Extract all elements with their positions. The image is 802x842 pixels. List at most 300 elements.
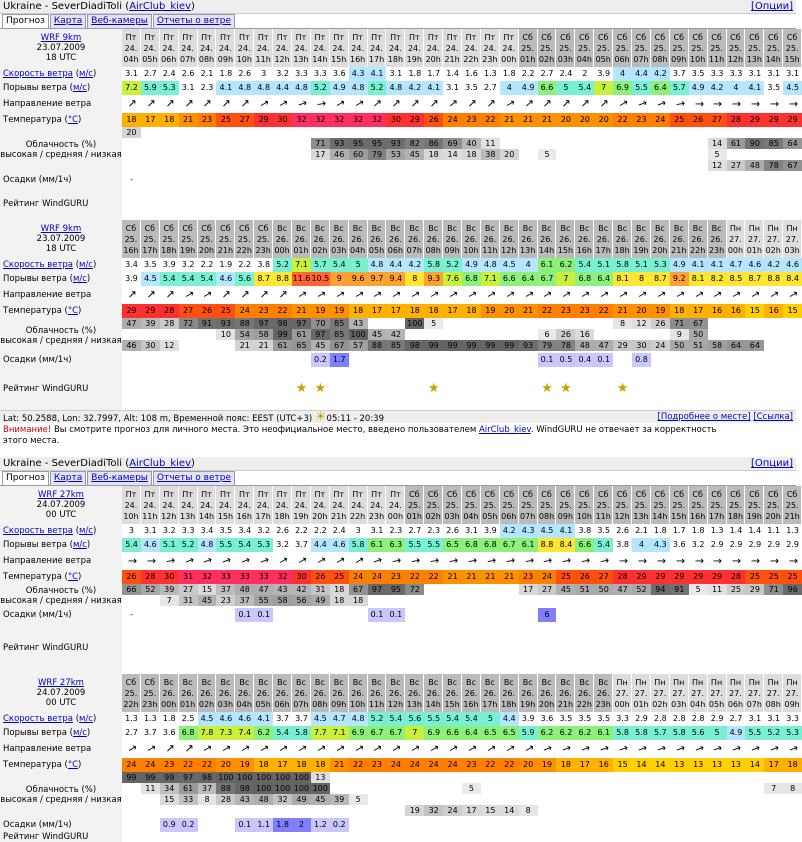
direction-cell bbox=[424, 286, 443, 304]
wind-arrow-icon: ↑ bbox=[293, 741, 310, 756]
cloud-cell bbox=[708, 772, 727, 783]
gust-cell: 5.5 bbox=[216, 538, 235, 552]
temp-cell: 30 bbox=[160, 570, 179, 584]
speed-cell: 3.1 bbox=[386, 67, 405, 81]
precip-cell bbox=[198, 173, 217, 187]
unit-link[interactable]: м/с bbox=[72, 540, 87, 550]
wind-arrow-icon: ↑ bbox=[445, 741, 461, 756]
unit-link[interactable]: °C bbox=[67, 306, 79, 316]
cloud-cell: 7 bbox=[764, 783, 783, 794]
time-cell bbox=[462, 29, 481, 67]
precip-cell bbox=[424, 608, 443, 622]
cloud-cell bbox=[689, 794, 708, 805]
unit-link[interactable]: м/с bbox=[79, 69, 93, 79]
direction-cell bbox=[481, 740, 500, 758]
time-day: Пт bbox=[390, 32, 401, 42]
precip-cell bbox=[235, 353, 254, 367]
time-day: Пн bbox=[654, 677, 666, 687]
time-date: 26. bbox=[200, 688, 213, 698]
gust-cell: 6.7 bbox=[386, 726, 405, 740]
cloud-cell: 45 bbox=[198, 595, 217, 606]
user-link[interactable]: AirClub_kiev bbox=[129, 458, 192, 469]
precip-cell bbox=[481, 608, 500, 622]
direction-cell bbox=[405, 552, 424, 570]
cloud-cell bbox=[386, 794, 405, 805]
time-hour: 12h bbox=[161, 511, 177, 521]
cloud-cell: 9 bbox=[670, 329, 689, 340]
unit-link[interactable]: м/с bbox=[72, 83, 87, 93]
direction-cell bbox=[330, 95, 349, 113]
time-date: 25. bbox=[521, 500, 535, 510]
tab-reports[interactable]: Отчеты о ветре bbox=[153, 471, 235, 485]
gust-cell: 5.8 bbox=[292, 726, 311, 740]
label-precip: Осадки (мм/1ч) bbox=[3, 355, 72, 365]
time-date: 26. bbox=[219, 688, 232, 698]
cloud-cell bbox=[311, 805, 330, 816]
time-cell bbox=[424, 486, 443, 524]
time-cell bbox=[594, 29, 613, 67]
time-cell bbox=[556, 674, 575, 712]
warning-user-link[interactable]: AirClub_kiev bbox=[478, 425, 531, 435]
time-hour: 17h bbox=[255, 511, 271, 521]
unit-link[interactable]: м/с bbox=[79, 714, 93, 724]
cloud-cell bbox=[783, 805, 802, 816]
label-direction: Направление ветра bbox=[3, 99, 92, 109]
time-day: Сб bbox=[786, 489, 798, 499]
tab-map[interactable]: Карта bbox=[50, 471, 86, 485]
direction-cell bbox=[443, 286, 462, 304]
cloud-cell bbox=[764, 149, 783, 160]
precip-cell bbox=[708, 818, 727, 832]
time-date: 26. bbox=[540, 688, 553, 698]
cloud-cell: 99 bbox=[160, 772, 179, 783]
speed-cell: 5.3 bbox=[651, 258, 670, 272]
wind-arrow-icon: ↑ bbox=[577, 742, 593, 756]
cloud-cell bbox=[689, 149, 708, 160]
direction-cell bbox=[613, 286, 632, 304]
time-cell bbox=[443, 486, 462, 524]
time-cell bbox=[670, 29, 689, 67]
temp-cell: 24 bbox=[405, 758, 424, 772]
time-day: Вс bbox=[711, 223, 722, 233]
time-cell bbox=[443, 674, 462, 712]
time-cell bbox=[689, 220, 708, 258]
cloud-cell bbox=[689, 138, 708, 149]
direction-cell bbox=[424, 552, 443, 570]
direction-cell bbox=[556, 740, 575, 758]
time-hour: 03h bbox=[671, 699, 687, 709]
direction-cell bbox=[727, 95, 746, 113]
cloud-cell bbox=[538, 794, 557, 805]
options-link[interactable]: [Опции] bbox=[750, 458, 793, 469]
speed-cell: 3.3 bbox=[292, 67, 311, 81]
speed-cell: 1.1 bbox=[764, 524, 783, 538]
label-direction: Направление ветра bbox=[3, 556, 92, 566]
cloud-cell bbox=[575, 138, 594, 149]
cloud-cell bbox=[613, 329, 632, 340]
temp-cell: 29 bbox=[670, 570, 689, 584]
cloud-cell bbox=[179, 805, 198, 816]
temp-cell: 26 bbox=[575, 570, 594, 584]
speed-cell: 5.2 bbox=[443, 258, 462, 272]
cloud-cell bbox=[519, 794, 538, 805]
time-cell bbox=[538, 220, 557, 258]
temp-cell: 22 bbox=[179, 758, 198, 772]
speed-cell: 2.8 bbox=[651, 712, 670, 726]
time-day: Вс bbox=[182, 677, 193, 687]
time-cell bbox=[160, 674, 179, 712]
direction-cell bbox=[368, 740, 387, 758]
wind-arrow-icon: ↑ bbox=[596, 555, 612, 567]
temp-cell: 14 bbox=[745, 758, 764, 772]
unit-link[interactable]: °C bbox=[67, 760, 79, 770]
cloud-cell bbox=[708, 329, 727, 340]
rating-cell bbox=[462, 367, 481, 410]
gust-cell: 6.6 bbox=[575, 538, 594, 552]
temp-cell: 16 bbox=[764, 304, 783, 318]
time-day: Пн bbox=[748, 223, 760, 233]
label-rating: Рейтинг WindGURU bbox=[3, 643, 89, 653]
gust-cell: 4.9 bbox=[519, 81, 538, 95]
cloud-cell bbox=[632, 772, 651, 783]
time-cell bbox=[273, 486, 292, 524]
time-hour: 15h bbox=[331, 54, 347, 64]
cloud-cell bbox=[443, 160, 462, 171]
label-cloud: Облачность (%) bbox=[25, 325, 97, 336]
time-date: 27. bbox=[729, 234, 742, 244]
temp-cell: 21 bbox=[443, 570, 462, 584]
speed-cell: 2.2 bbox=[292, 524, 311, 538]
gust-cell: 3.5 bbox=[764, 81, 783, 95]
time-date: 25. bbox=[615, 500, 629, 510]
label-temp: Температура bbox=[3, 572, 62, 582]
temp-cell: 32 bbox=[349, 113, 368, 127]
cloud-cell bbox=[556, 772, 575, 783]
speed-cell: 4.6 bbox=[745, 258, 764, 272]
gust-cell: 4.3 bbox=[651, 538, 670, 552]
time-cell bbox=[783, 486, 802, 524]
wind-arrow-icon: ↑ bbox=[125, 556, 139, 566]
time-hour: 18h bbox=[274, 511, 290, 521]
speed-cell: 3.7 bbox=[670, 67, 689, 81]
precip-cell bbox=[141, 173, 160, 187]
direction-cell bbox=[745, 95, 764, 113]
direction-cell bbox=[368, 286, 387, 304]
time-day: Пт bbox=[220, 489, 231, 499]
time-date: 25. bbox=[577, 500, 591, 510]
unit-link[interactable]: м/с bbox=[79, 526, 93, 536]
speed-cell: 2.3 bbox=[386, 524, 405, 538]
time-hour: 10h bbox=[463, 245, 479, 255]
temp-cell: 26 bbox=[689, 113, 708, 127]
time-cell bbox=[783, 220, 802, 258]
cloud-cell bbox=[179, 149, 198, 160]
wind-arrow-icon: ↑ bbox=[445, 95, 461, 112]
rating-cell bbox=[462, 622, 481, 674]
direction-cell bbox=[179, 286, 198, 304]
forecast-block-4 bbox=[0, 674, 801, 842]
unit-link[interactable]: °C bbox=[67, 572, 79, 582]
time-cell bbox=[160, 486, 179, 524]
cloud-cell bbox=[594, 318, 613, 329]
precip-cell bbox=[141, 608, 160, 622]
temp-cell: 19 bbox=[311, 304, 330, 318]
time-day: Пн bbox=[710, 677, 723, 687]
temp-cell: 30 bbox=[292, 570, 311, 584]
gust-cell: 3.6 bbox=[670, 538, 689, 552]
cloud-cell: 6 bbox=[538, 329, 557, 340]
time-cell bbox=[349, 486, 368, 524]
cloud-cell bbox=[764, 329, 783, 340]
time-cell bbox=[368, 220, 387, 258]
wind-arrow-icon: ↑ bbox=[237, 554, 253, 568]
direction-cell bbox=[311, 95, 330, 113]
rating-cell bbox=[292, 367, 311, 410]
time-date: 26. bbox=[502, 688, 516, 698]
gust-cell: 5.4 bbox=[273, 726, 292, 740]
precip-cell: 1.8 bbox=[273, 818, 292, 832]
star-icon: ★ bbox=[427, 380, 440, 396]
direction-cell bbox=[481, 95, 500, 113]
temp-cell: 18 bbox=[405, 304, 424, 318]
speed-cell: 3.3 bbox=[708, 67, 727, 81]
speed-cell: 4.9 bbox=[670, 258, 689, 272]
tab-reports[interactable]: Отчеты о ветре bbox=[153, 14, 235, 28]
temp-cell: 23 bbox=[386, 570, 405, 584]
speed-cell: 5.5 bbox=[424, 712, 443, 726]
wind-arrow-icon: ↑ bbox=[634, 97, 650, 111]
time-date: 25. bbox=[200, 234, 213, 244]
time-day: Сб bbox=[560, 32, 571, 42]
tab-forecast[interactable]: Прогноз bbox=[2, 14, 49, 28]
gust-cell: 9.3 bbox=[424, 272, 443, 286]
cloud-cell bbox=[443, 783, 462, 794]
temp-cell: 28 bbox=[141, 570, 160, 584]
wind-arrow-icon: ↑ bbox=[786, 99, 800, 109]
speed-cell: 4.3 bbox=[519, 524, 538, 538]
temp-cell: 20 bbox=[216, 758, 235, 772]
cloud-cell: 48 bbox=[575, 340, 594, 351]
unit-link[interactable]: м/с bbox=[79, 260, 93, 270]
direction-cell bbox=[443, 95, 462, 113]
cloud-cell bbox=[443, 127, 462, 138]
speed-label: Скорость ветра ( м/с ) bbox=[0, 258, 122, 272]
time-date: 25. bbox=[672, 500, 686, 510]
rating-cell bbox=[273, 187, 292, 220]
time-date: 26. bbox=[426, 688, 440, 698]
time-date: 24. bbox=[200, 500, 213, 510]
time-cell bbox=[311, 486, 330, 524]
user-link[interactable]: AirClub_kiev bbox=[129, 1, 192, 12]
time-hour: 22h bbox=[350, 511, 366, 521]
time-hour: 06h bbox=[614, 54, 630, 64]
permalink-link[interactable]: [Ссылка] bbox=[753, 412, 793, 422]
model-link[interactable]: WRF 9km bbox=[40, 224, 82, 234]
wind-arrow-icon: ↑ bbox=[312, 553, 329, 568]
time-hour: 14h bbox=[425, 699, 441, 709]
precip-cell bbox=[745, 353, 764, 367]
speed-cell: 5.8 bbox=[424, 258, 443, 272]
direction-cell bbox=[575, 552, 594, 570]
time-date: 26. bbox=[407, 688, 421, 698]
rating-cell bbox=[216, 367, 235, 410]
precip-cell bbox=[198, 353, 217, 367]
direction-cell bbox=[405, 286, 424, 304]
speed-cell: 3.2 bbox=[254, 524, 273, 538]
model-link[interactable]: WRF 9km bbox=[40, 33, 82, 43]
temp-cell: 21 bbox=[500, 113, 519, 127]
options-link[interactable]: [Опции] bbox=[750, 1, 793, 12]
speed-cell: 4 bbox=[519, 258, 538, 272]
time-cell bbox=[216, 674, 235, 712]
wind-arrow-icon: ↑ bbox=[596, 742, 612, 756]
rating-cell bbox=[727, 187, 746, 220]
time-date: 25. bbox=[143, 234, 157, 244]
unit-link[interactable]: м/с bbox=[72, 728, 87, 738]
wind-arrow-icon: ↑ bbox=[426, 741, 443, 756]
cloud-cell bbox=[368, 127, 387, 138]
gust-cell: 6.2 bbox=[556, 726, 575, 740]
time-date: 25. bbox=[407, 500, 421, 510]
direction-cell bbox=[500, 95, 519, 113]
time-cell bbox=[613, 674, 632, 712]
time-day: Пт bbox=[201, 32, 212, 42]
rating-label bbox=[0, 187, 122, 220]
time-date: 26. bbox=[351, 234, 364, 244]
precip-row bbox=[122, 353, 802, 367]
speed-cell: 5.4 bbox=[575, 258, 594, 272]
temp-cell: 30 bbox=[273, 113, 292, 127]
wind-arrow-icon: ↑ bbox=[275, 286, 291, 303]
cloud-cell: 50 bbox=[689, 329, 708, 340]
cloud-cell bbox=[519, 783, 538, 794]
tab-webcams[interactable]: Веб-камеры bbox=[87, 471, 152, 485]
wind-arrow-icon: ↑ bbox=[426, 287, 443, 302]
time-hour: 18h bbox=[161, 245, 177, 255]
speed-cell: 1.4 bbox=[745, 524, 764, 538]
wind-arrow-icon: ↑ bbox=[558, 287, 575, 302]
tab-webcams[interactable]: Веб-камеры bbox=[87, 14, 152, 28]
more-about-spot-link[interactable]: [Подробнее о месте] bbox=[657, 412, 751, 422]
precip-cell bbox=[689, 353, 708, 367]
speed-cell: 3.1 bbox=[745, 67, 764, 81]
direction-cell bbox=[198, 286, 217, 304]
wind-arrow-icon: ↑ bbox=[331, 553, 348, 568]
time-date: 26. bbox=[559, 234, 572, 244]
time-day: Сб bbox=[749, 489, 760, 499]
time-hour: 07h bbox=[633, 54, 649, 64]
cloud-cell bbox=[613, 805, 632, 816]
time-date: 25. bbox=[747, 43, 761, 53]
wind-arrow-icon: ↑ bbox=[161, 740, 178, 757]
wind-arrow-icon: ↑ bbox=[237, 95, 253, 112]
model-header bbox=[0, 220, 122, 258]
cloud-cell bbox=[500, 595, 519, 606]
cloud-cell bbox=[254, 160, 273, 171]
rating-cell bbox=[179, 367, 198, 410]
time-cell bbox=[160, 220, 179, 258]
time-hour: 01h bbox=[520, 54, 536, 64]
cloud-cell: 45 bbox=[556, 584, 575, 595]
label-direction: Направление ветра bbox=[3, 290, 92, 300]
unit-link[interactable]: °C bbox=[67, 115, 79, 125]
time-day: Пт bbox=[125, 32, 137, 42]
temp-cell: 16 bbox=[594, 758, 613, 772]
cloud-cell: 69 bbox=[443, 138, 462, 149]
wind-arrow-icon: ↑ bbox=[615, 96, 631, 111]
temp-cell: 29 bbox=[783, 113, 802, 127]
time-hour: 18h bbox=[501, 699, 517, 709]
temp-cell: 23 bbox=[368, 758, 387, 772]
time-day: Сб bbox=[522, 32, 533, 42]
wind-arrow-icon: ↑ bbox=[218, 741, 235, 756]
gust-cell: 8.1 bbox=[613, 272, 632, 286]
tab-forecast[interactable]: Прогноз bbox=[2, 471, 49, 485]
temp-cell: 17 bbox=[273, 758, 292, 772]
time-hour: 22h bbox=[123, 699, 139, 709]
cloud-cell bbox=[594, 138, 613, 149]
time-date: 25. bbox=[785, 43, 799, 53]
time-hour: 02h bbox=[198, 699, 215, 709]
direction-cell bbox=[670, 740, 689, 758]
temp-cell: 26 bbox=[311, 570, 330, 584]
gust-cell: 6.4 bbox=[594, 272, 613, 286]
wind-arrow-icon: ↑ bbox=[237, 286, 253, 303]
tab-map[interactable]: Карта bbox=[50, 14, 86, 28]
time-day: Вс bbox=[390, 677, 401, 687]
speed-cell: 3.3 bbox=[727, 67, 746, 81]
cloud-row bbox=[122, 772, 802, 783]
gust-cell: 8.4 bbox=[556, 538, 575, 552]
time-day: Вс bbox=[277, 223, 288, 233]
time-date: 25. bbox=[634, 43, 648, 53]
unit-link[interactable]: м/с bbox=[72, 274, 87, 284]
cloud-row bbox=[122, 160, 802, 171]
time-hour: 15h bbox=[557, 245, 574, 255]
time-date: 25. bbox=[634, 500, 648, 510]
temp-cell: 24 bbox=[235, 304, 254, 318]
wind-arrow-icon: ↑ bbox=[711, 556, 725, 566]
rating-cell bbox=[708, 622, 727, 674]
precip-cell bbox=[254, 353, 273, 367]
time-day: Сб bbox=[144, 677, 156, 687]
precip-cell bbox=[745, 173, 764, 187]
cloud-cell bbox=[519, 595, 538, 606]
time-hour: 05h bbox=[482, 511, 498, 521]
temp-cell: 18 bbox=[424, 304, 443, 318]
time-day: Пт bbox=[220, 32, 231, 42]
time-day: Вс bbox=[258, 677, 269, 687]
direction-cell bbox=[500, 552, 519, 570]
model-link[interactable]: WRF 27km bbox=[38, 490, 84, 500]
direction-cell bbox=[330, 286, 349, 304]
wind-arrow-icon: ↑ bbox=[426, 555, 442, 567]
cloud-cell bbox=[594, 805, 613, 816]
direction-cell bbox=[273, 286, 292, 304]
direction-cell bbox=[122, 95, 141, 113]
cloud-cell: 28 bbox=[160, 318, 179, 329]
temp-cell: 29 bbox=[689, 570, 708, 584]
precip-cell bbox=[632, 608, 651, 622]
rating-cell bbox=[141, 367, 160, 410]
model-link[interactable]: WRF 27km bbox=[38, 678, 84, 688]
time-cell bbox=[198, 674, 217, 712]
wind-arrow-icon: ↑ bbox=[463, 95, 480, 112]
direction-cell bbox=[292, 95, 311, 113]
time-hour: 13h bbox=[179, 511, 196, 521]
temp-cell: 24 bbox=[122, 758, 141, 772]
temp-cell: 17 bbox=[764, 758, 783, 772]
